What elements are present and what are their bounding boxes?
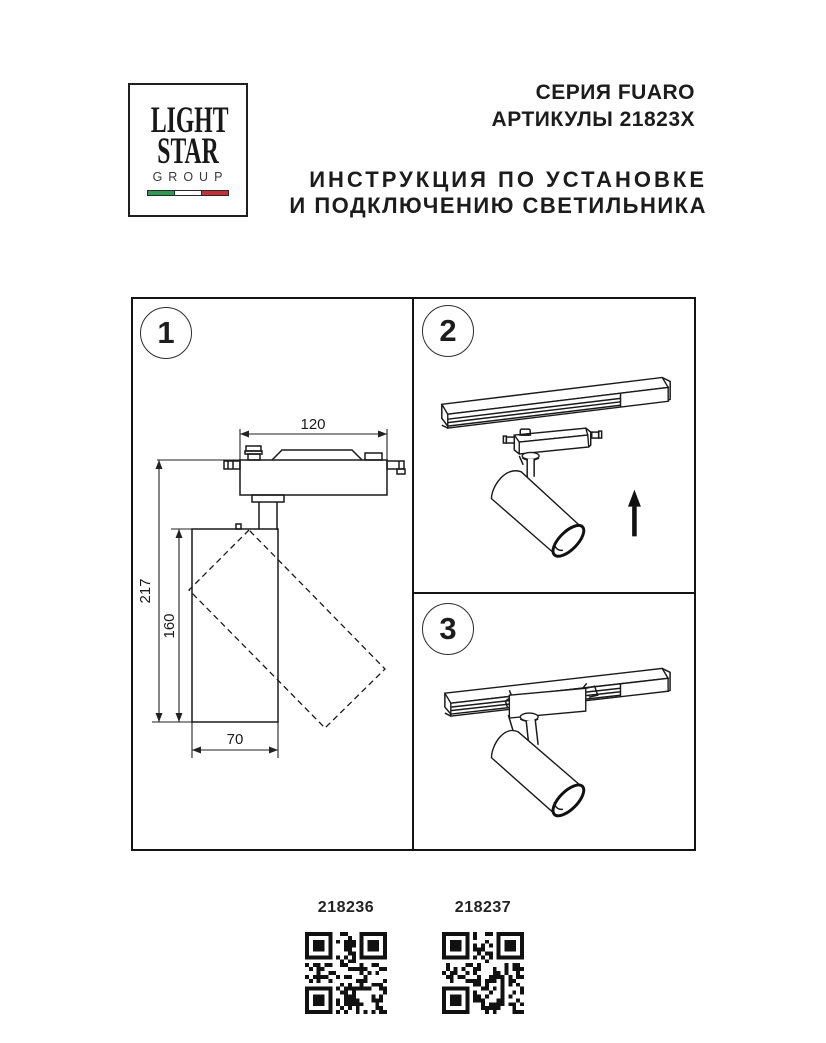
track-adapter-3d [503,428,601,454]
italy-flag-green [148,191,174,195]
step1-dimension-drawing [133,299,412,849]
article-block [304,899,388,1014]
italy-flag [147,190,229,196]
logo-word-group: GROUP [152,170,229,184]
dimension-lines [137,416,387,758]
logo-word-light: LIGHT [150,100,229,141]
spotlight-body-side-view [189,524,385,728]
spotlight-3d [491,452,588,561]
logo-word-star: STAR [157,131,219,172]
spotlight-3d [491,713,588,821]
lightstar-logo [128,83,248,217]
dimension-total-height: 217 [137,578,154,604]
series-name: СЕРИЯ FUARO [535,81,695,104]
series-articles: АРТИКУЛЫ 21823X [491,108,695,131]
step-number-badge: 3 [422,603,474,655]
rotated-body-outline [189,530,385,728]
instruction-title-line2: И ПОДКЛЮЧЕНИЮ СВЕТИЛЬНИКА [289,193,707,218]
article-number: 218236 [317,899,375,916]
italy-flag-red [202,191,228,195]
instruction-title [289,167,707,219]
step-number-badge: 2 [422,305,474,357]
dimension-track-adapter-width: 120 [300,416,326,433]
dimension-body-height: 160 [161,613,178,639]
up-arrow-icon [628,490,641,537]
italy-flag-white [174,191,202,195]
qr-code [442,932,524,1014]
track-adapter-side-view [224,446,405,530]
step-number-badge: 1 [140,307,192,359]
instruction-title-line1: ИНСТРУКЦИЯ ПО УСТАНОВКЕ [309,167,707,192]
series-header [492,79,695,133]
step-2-panel [414,299,694,594]
dimension-body-width: 70 [226,731,244,748]
installation-diagram [131,297,696,851]
article-number: 218237 [454,899,512,916]
step-3-panel [414,594,694,849]
step-1-panel [133,299,414,849]
qr-code [305,932,387,1014]
track-rail [442,377,670,428]
article-block [441,899,525,1014]
